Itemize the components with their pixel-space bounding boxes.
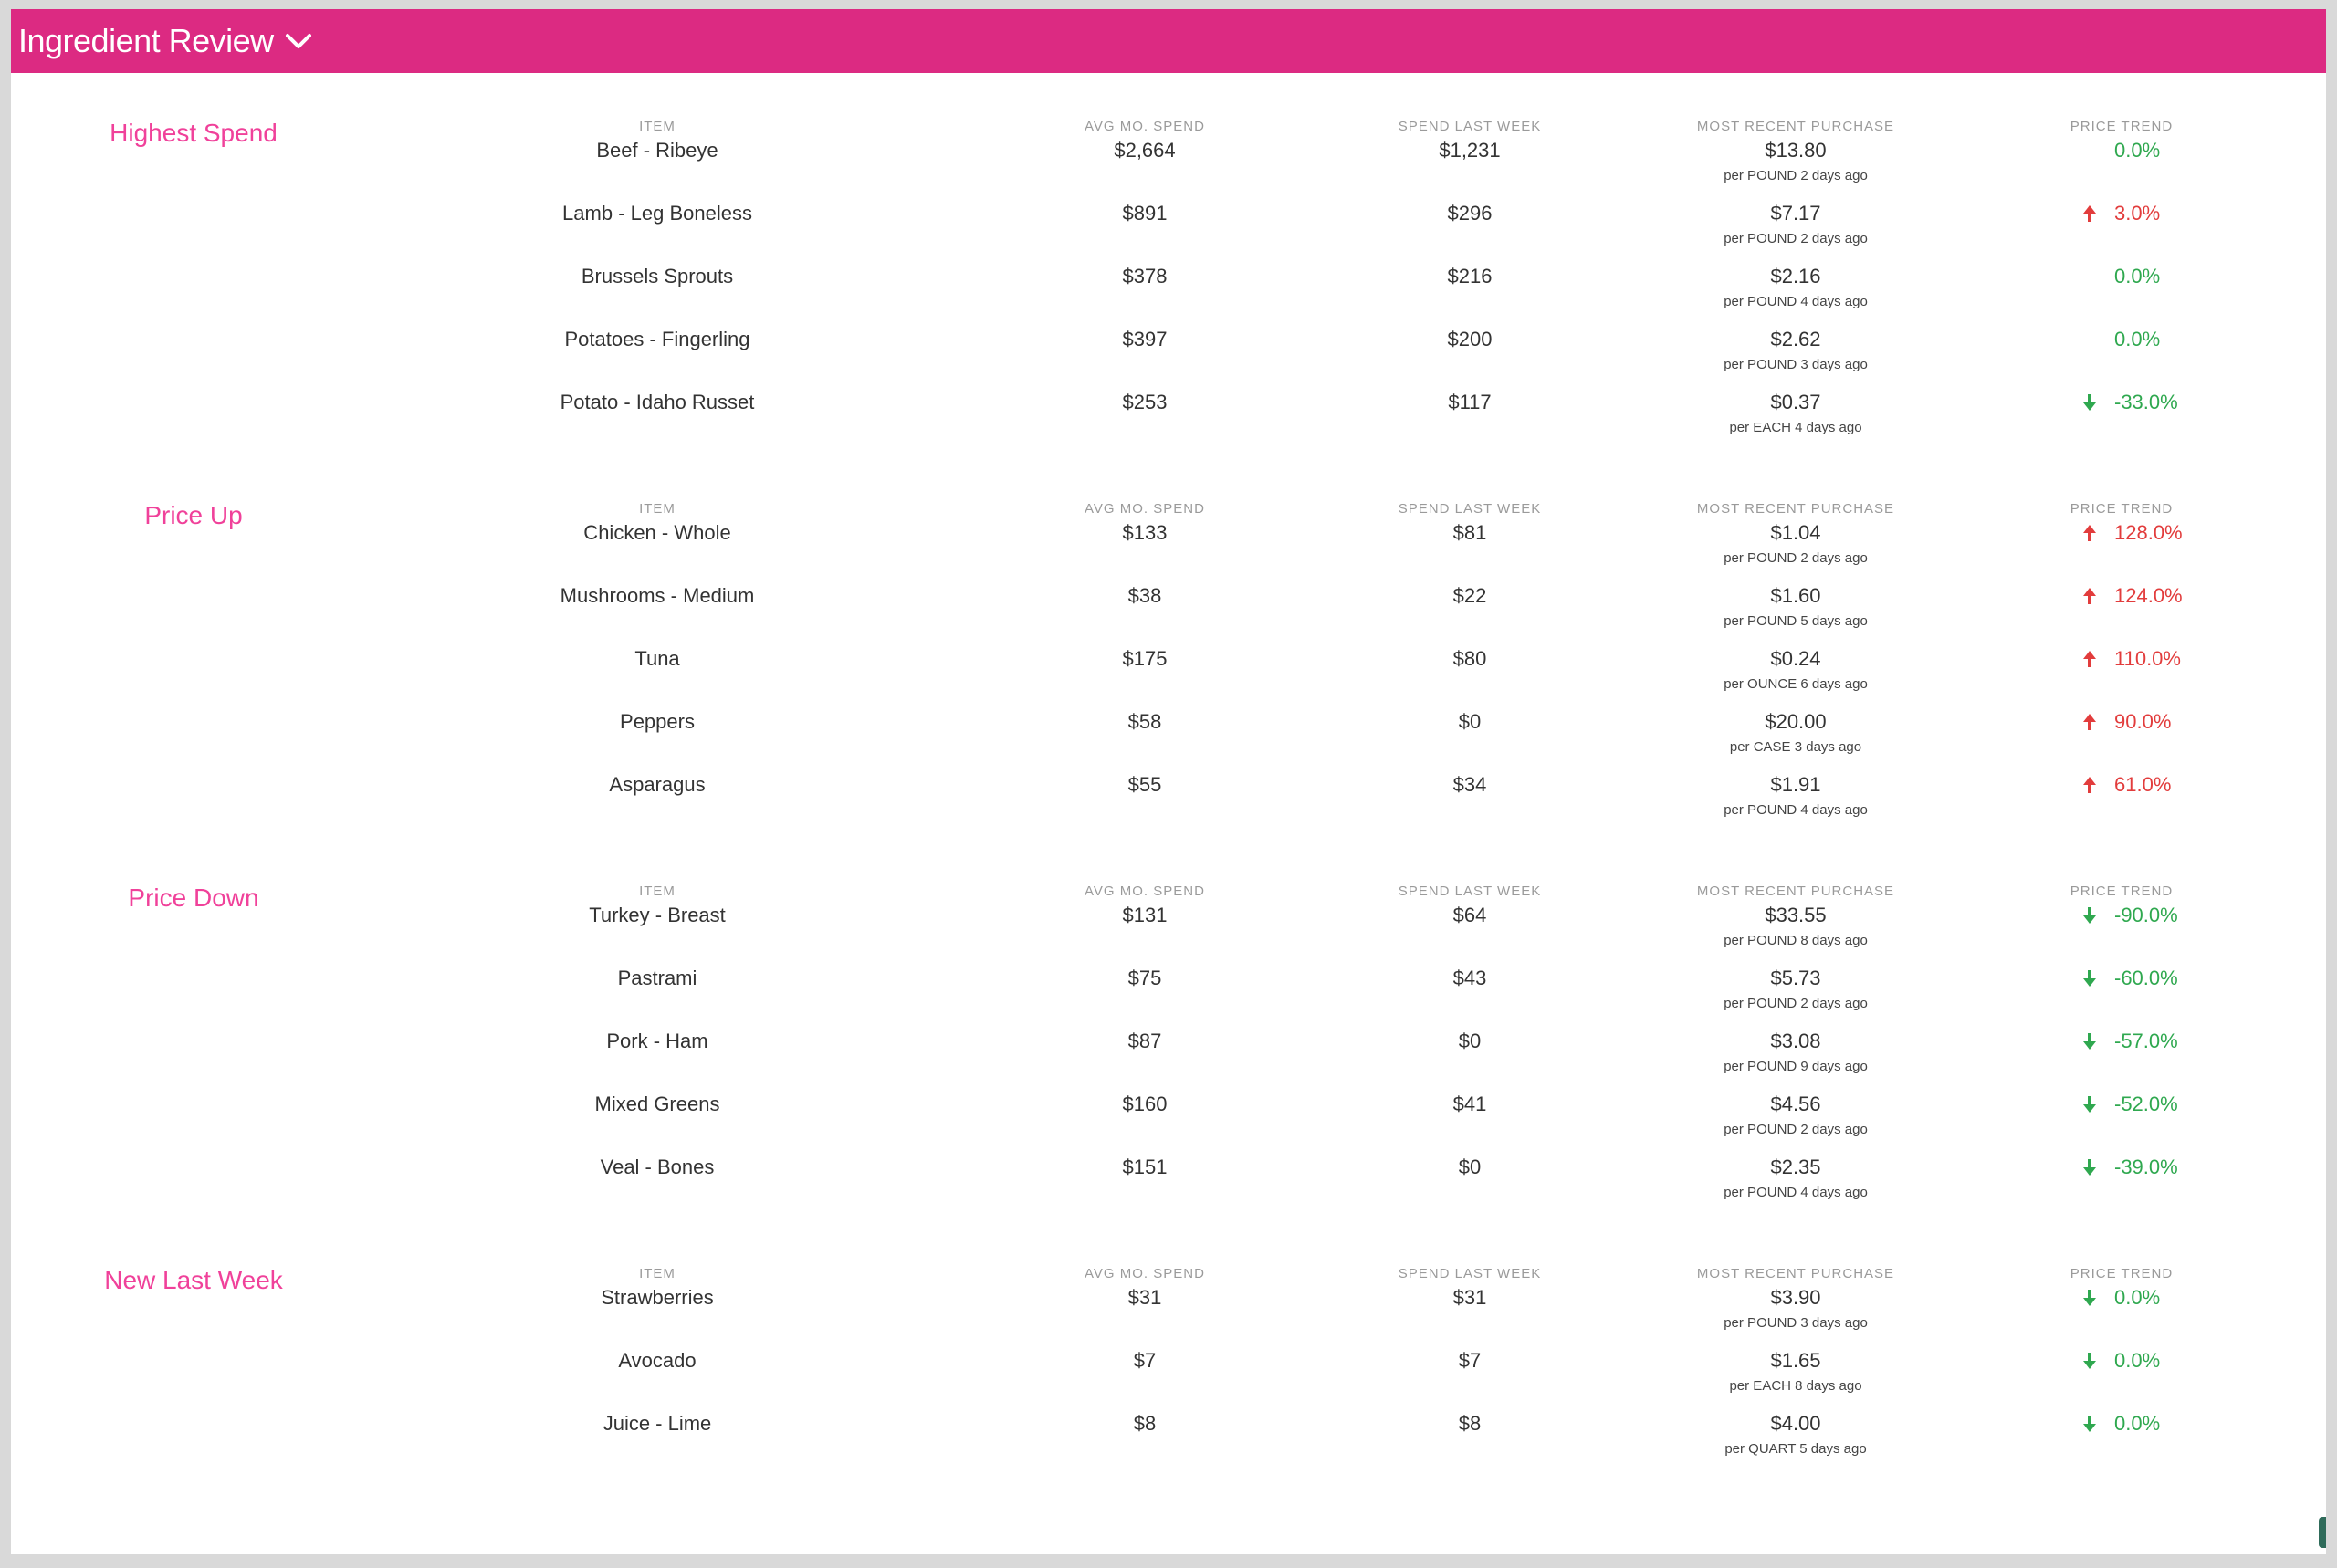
- item-name: Chicken - Whole: [583, 521, 731, 544]
- price-trend: [2081, 391, 2178, 414]
- table-row[interactable]: [467, 516, 2293, 570]
- price-trend-value: 128.0%: [2114, 521, 2183, 544]
- purchase-unit-age: per POUND 4 days ago: [1724, 294, 1868, 309]
- price-trend: [2081, 1349, 2160, 1373]
- price-trend-value: 0.0%: [2114, 265, 2161, 287]
- spend-last-week: $34: [1452, 773, 1487, 796]
- item-name: Pork - Ham: [606, 1030, 708, 1052]
- arrow-down-icon: [2081, 1351, 2098, 1371]
- item-name: Turkey - Breast: [589, 904, 726, 926]
- price-trend-value: 0.0%: [2114, 1412, 2161, 1435]
- price-trend: [2081, 1286, 2160, 1310]
- table-row[interactable]: [467, 768, 2293, 822]
- col-header-spend-last-week: SPEND LAST WEEK: [1398, 1266, 1542, 1281]
- price-trend: [2081, 967, 2178, 990]
- avg-monthly-spend: $253: [1122, 391, 1168, 413]
- price-trend: [2081, 202, 2160, 225]
- spend-last-week: $64: [1452, 904, 1487, 926]
- arrow-up-icon: [2081, 523, 2098, 543]
- arrow-up-icon: [2081, 649, 2098, 669]
- table-row[interactable]: [467, 1406, 2293, 1461]
- col-header-avg-mo-spend: AVG MO. SPEND: [1085, 501, 1205, 517]
- item-name: Pastrami: [617, 967, 697, 989]
- recent-price: $4.00: [1770, 1412, 1821, 1435]
- avg-monthly-spend: $2,664: [1114, 139, 1176, 162]
- recent-price: $2.16: [1770, 265, 1821, 287]
- price-trend-value: 124.0%: [2114, 584, 2183, 607]
- arrow-down-icon: [2081, 1414, 2098, 1434]
- col-header-avg-mo-spend: AVG MO. SPEND: [1085, 119, 1205, 134]
- table-row[interactable]: [467, 1343, 2293, 1398]
- section-title: Highest Spend: [110, 119, 278, 147]
- price-trend-value: 90.0%: [2114, 710, 2172, 733]
- purchase-unit-age: per POUND 3 days ago: [1724, 357, 1868, 372]
- avg-monthly-spend: $175: [1122, 647, 1168, 670]
- price-trend: [2081, 1155, 2178, 1179]
- recent-price: $1.91: [1770, 773, 1821, 796]
- spend-last-week: $296: [1447, 202, 1493, 225]
- section-title: New Last Week: [104, 1266, 283, 1294]
- price-trend: [2081, 521, 2183, 545]
- item-name: Mixed Greens: [594, 1092, 720, 1115]
- purchase-unit-age: per POUND 2 days ago: [1724, 231, 1868, 246]
- ingredient-review-panel: [11, 9, 2326, 1554]
- avg-monthly-spend: $75: [1127, 967, 1162, 989]
- arrow-down-icon: [2081, 1157, 2098, 1177]
- spend-last-week: $1,231: [1439, 139, 1501, 162]
- price-trend-value: 0.0%: [2114, 328, 2161, 350]
- arrow-down-icon: [2081, 392, 2098, 413]
- item-name: Strawberries: [601, 1286, 714, 1309]
- col-header-most-recent-purchase: MOST RECENT PURCHASE: [1696, 883, 1895, 899]
- arrow-up-icon: [2081, 586, 2098, 606]
- item-name: Juice - Lime: [603, 1412, 712, 1435]
- price-trend-value: -57.0%: [2114, 1030, 2178, 1052]
- arrow-up-icon: [2081, 204, 2098, 224]
- price-trend-value: -60.0%: [2114, 967, 2178, 989]
- avg-monthly-spend: $378: [1122, 265, 1168, 287]
- recent-price: $4.56: [1770, 1092, 1821, 1115]
- spend-last-week: $216: [1447, 265, 1493, 287]
- spend-last-week: $117: [1448, 391, 1492, 413]
- recent-price: $5.73: [1770, 967, 1821, 989]
- item-name: Potatoes - Fingerling: [564, 328, 750, 350]
- price-trend: [2081, 139, 2160, 162]
- recent-price: $0.24: [1770, 647, 1821, 670]
- price-trend: [2081, 647, 2181, 671]
- panel-title: Ingredient Review: [18, 22, 274, 59]
- spend-last-week: $81: [1452, 521, 1487, 544]
- avg-monthly-spend: $160: [1122, 1092, 1168, 1115]
- avg-monthly-spend: $38: [1127, 584, 1162, 607]
- col-header-most-recent-purchase: MOST RECENT PURCHASE: [1696, 119, 1895, 134]
- panel-header-dropdown[interactable]: [11, 9, 2326, 73]
- col-header-item: ITEM: [639, 501, 676, 517]
- spend-last-week: $31: [1452, 1286, 1487, 1309]
- spend-last-week: $43: [1452, 967, 1487, 989]
- price-trend-value: 61.0%: [2114, 773, 2172, 796]
- col-header-price-trend: PRICE TREND: [2070, 119, 2174, 134]
- purchase-unit-age: per POUND 2 days ago: [1724, 1122, 1868, 1137]
- item-name: Asparagus: [609, 773, 706, 796]
- purchase-unit-age: per EACH 4 days ago: [1729, 420, 1862, 435]
- col-header-most-recent-purchase: MOST RECENT PURCHASE: [1696, 1266, 1895, 1281]
- recent-price: $2.62: [1770, 328, 1821, 350]
- purchase-unit-age: per POUND 2 days ago: [1724, 550, 1868, 566]
- purchase-unit-age: per POUND 5 days ago: [1724, 613, 1868, 629]
- price-trend: [2081, 1092, 2178, 1116]
- table-row[interactable]: [467, 1281, 2293, 1335]
- spend-last-week: $0: [1458, 710, 1482, 733]
- col-header-price-trend: PRICE TREND: [2070, 501, 2174, 517]
- recent-price: $33.55: [1765, 904, 1827, 926]
- purchase-unit-age: per QUART 5 days ago: [1724, 1441, 1867, 1457]
- recent-price: $2.35: [1770, 1155, 1821, 1178]
- purchase-unit-age: per POUND 4 days ago: [1724, 802, 1868, 818]
- section-title: Price Down: [128, 883, 259, 912]
- recent-price: $20.00: [1765, 710, 1827, 733]
- purchase-unit-age: per EACH 8 days ago: [1729, 1378, 1862, 1394]
- col-header-avg-mo-spend: AVG MO. SPEND: [1085, 883, 1205, 899]
- spend-last-week: $22: [1452, 584, 1487, 607]
- recent-price: $3.08: [1770, 1030, 1821, 1052]
- price-trend: [2081, 1412, 2160, 1436]
- price-trend: [2081, 1030, 2178, 1053]
- price-trend-value: 3.0%: [2114, 202, 2161, 225]
- table-row[interactable]: [467, 259, 2293, 314]
- col-header-price-trend: PRICE TREND: [2070, 883, 2174, 899]
- col-header-spend-last-week: SPEND LAST WEEK: [1398, 501, 1542, 517]
- item-name: Tuna: [634, 647, 680, 670]
- avg-monthly-spend: $151: [1122, 1155, 1168, 1178]
- spend-last-week: $0: [1458, 1030, 1482, 1052]
- purchase-unit-age: per POUND 2 days ago: [1724, 996, 1868, 1011]
- avg-monthly-spend: $397: [1122, 328, 1168, 350]
- arrow-up-icon: [2081, 775, 2098, 795]
- col-header-most-recent-purchase: MOST RECENT PURCHASE: [1696, 501, 1895, 517]
- arrow-down-icon: [2081, 968, 2098, 988]
- avg-monthly-spend: $58: [1127, 710, 1162, 733]
- item-name: Mushrooms - Medium: [560, 584, 755, 607]
- table-row[interactable]: [467, 961, 2293, 1016]
- col-header-spend-last-week: SPEND LAST WEEK: [1398, 883, 1542, 899]
- recent-price: $1.60: [1770, 584, 1821, 607]
- col-header-item: ITEM: [639, 883, 676, 899]
- avg-monthly-spend: $55: [1127, 773, 1162, 796]
- item-name: Veal - Bones: [600, 1155, 715, 1178]
- col-header-item: ITEM: [639, 119, 676, 134]
- price-trend-value: -90.0%: [2114, 904, 2178, 926]
- table-row[interactable]: [467, 642, 2293, 696]
- price-trend: [2081, 710, 2171, 734]
- col-header-spend-last-week: SPEND LAST WEEK: [1398, 119, 1542, 134]
- avg-monthly-spend: $133: [1122, 521, 1168, 544]
- recent-price: $7.17: [1770, 202, 1821, 225]
- table-row[interactable]: [467, 1024, 2293, 1079]
- col-header-price-trend: PRICE TREND: [2070, 1266, 2174, 1281]
- purchase-unit-age: per POUND 9 days ago: [1724, 1059, 1868, 1074]
- purchase-unit-age: per OUNCE 6 days ago: [1724, 676, 1868, 692]
- avg-monthly-spend: $31: [1127, 1286, 1162, 1309]
- arrow-down-icon: [2081, 905, 2098, 925]
- spend-last-week: $200: [1447, 328, 1493, 350]
- table-row[interactable]: [467, 1087, 2293, 1142]
- col-header-item: ITEM: [639, 1266, 676, 1281]
- purchase-unit-age: per POUND 4 days ago: [1724, 1185, 1868, 1200]
- purchase-unit-age: per CASE 3 days ago: [1729, 739, 1862, 755]
- spend-last-week: $0: [1458, 1155, 1482, 1178]
- table-row[interactable]: [467, 898, 2293, 953]
- avg-monthly-spend: $8: [1133, 1412, 1157, 1435]
- price-trend-value: -52.0%: [2114, 1092, 2178, 1115]
- price-trend: [2081, 904, 2178, 927]
- price-trend: [2081, 265, 2160, 288]
- avg-monthly-spend: $7: [1133, 1349, 1157, 1372]
- avg-monthly-spend: $87: [1127, 1030, 1162, 1052]
- scrollbar-handle[interactable]: [2319, 1517, 2326, 1548]
- recent-price: $3.90: [1770, 1286, 1821, 1309]
- table-row[interactable]: [467, 705, 2293, 759]
- price-trend-value: 0.0%: [2114, 1349, 2161, 1372]
- item-name: Lamb - Leg Boneless: [562, 202, 752, 225]
- purchase-unit-age: per POUND 8 days ago: [1724, 933, 1868, 948]
- price-trend-value: -39.0%: [2114, 1155, 2178, 1178]
- arrow-down-icon: [2081, 1288, 2098, 1308]
- recent-price: $1.65: [1770, 1349, 1821, 1372]
- avg-monthly-spend: $131: [1122, 904, 1168, 926]
- purchase-unit-age: per POUND 3 days ago: [1724, 1315, 1868, 1331]
- item-name: Peppers: [620, 710, 695, 733]
- arrow-down-icon: [2081, 1094, 2098, 1114]
- table-row[interactable]: [467, 1150, 2293, 1205]
- spend-last-week: $7: [1458, 1349, 1482, 1372]
- table-row[interactable]: [467, 133, 2293, 188]
- recent-price: $0.37: [1770, 391, 1821, 413]
- arrow-down-icon: [2081, 1031, 2098, 1051]
- price-trend: [2081, 584, 2183, 608]
- item-name: Beef - Ribeye: [596, 139, 718, 162]
- recent-price: $1.04: [1770, 521, 1821, 544]
- price-trend-value: -33.0%: [2114, 391, 2178, 413]
- price-trend: [2081, 773, 2171, 797]
- col-header-avg-mo-spend: AVG MO. SPEND: [1085, 1266, 1205, 1281]
- purchase-unit-age: per POUND 2 days ago: [1724, 168, 1868, 183]
- spend-last-week: $80: [1452, 647, 1487, 670]
- section-title: Price Up: [144, 501, 243, 529]
- price-trend: [2081, 328, 2160, 351]
- spend-last-week: $41: [1452, 1092, 1487, 1115]
- price-trend-value: 110.0%: [2114, 647, 2181, 670]
- avg-monthly-spend: $891: [1122, 202, 1168, 225]
- price-trend-value: 0.0%: [2114, 139, 2161, 162]
- spend-last-week: $8: [1458, 1412, 1482, 1435]
- chevron-down-icon[interactable]: [283, 26, 314, 57]
- price-trend-value: 0.0%: [2114, 1286, 2161, 1309]
- item-name: Avocado: [618, 1349, 697, 1372]
- arrow-up-icon: [2081, 712, 2098, 732]
- item-name: Brussels Sprouts: [581, 265, 734, 287]
- recent-price: $13.80: [1765, 139, 1827, 162]
- item-name: Potato - Idaho Russet: [560, 391, 755, 413]
